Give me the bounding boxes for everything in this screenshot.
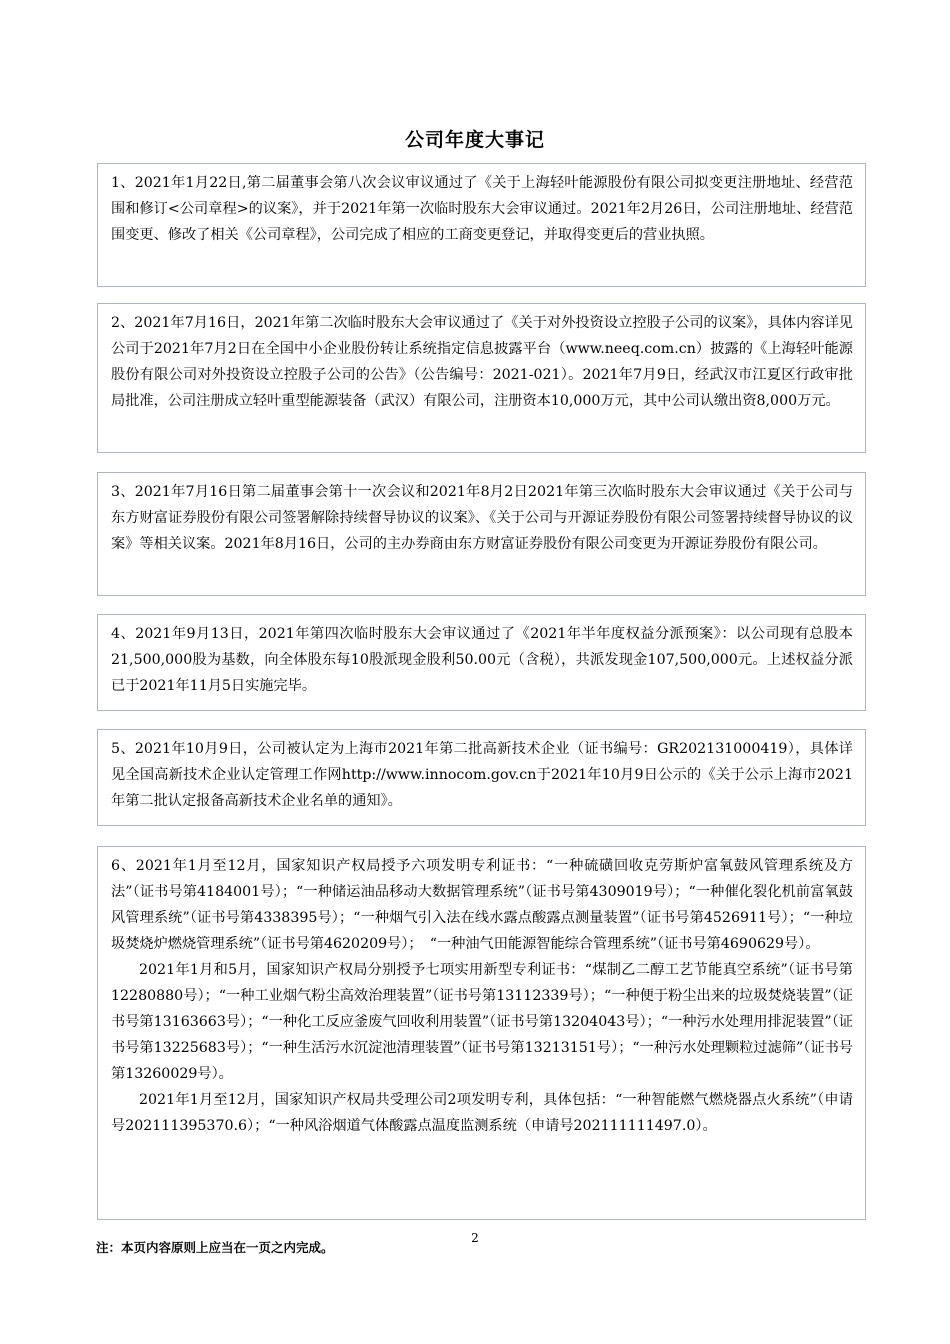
event-box-1 — [97, 163, 866, 287]
event-box-5 — [97, 729, 866, 826]
event-box-4 — [97, 614, 866, 711]
page-number: 2 — [471, 1231, 479, 1245]
event-6-paragraph-utility-patents: 2021年1月和5月，国家知识产权局分别授予七项实用新型专利证书：“煤制乙二醇工艺节能真空系统”（证书号第12280880号）；“一种工业烟气粉尘高效治理装置”（证书号第13112339号）；“一种便于粉尘出来的垃圾焚烧装置”（证书号第13163663号）；“一种化工反应釜废气回收利用装置”（证书号第13204043号）；“一种污水处理用排泥装置”（证书号第13225683号）；“一种生活污水沉淀池清理装置”（证书号第13213151号）；“一种污水处理颗粒过滤筛”（证书号第13260029号）。 — [111, 962, 853, 1082]
event-6-paragraph-invention-patents: 6、2021年1月至12月，国家知识产权局授予六项发明专利证书：“一种硫磺回收克劳斯炉富氧鼓风管理系统及方法”（证书号第4184001号）；“一种储运油品移动大数据管理系统”（证书号第4309019号）；“一种催化裂化机前富氧鼓风管理系统”（证书号第4338395号）；“一种烟气引入法在线水露点酸露点测量装置”（证书号第4526911号）；“一种垃圾焚烧炉燃烧管理系统”（证书号第4620209号）； “一种油气田能源智能综合管理系统”（证书号第4690629号）。 — [111, 858, 853, 952]
event-6-paragraph-patent-applications: 2021年1月至12月，国家知识产权局共受理公司2项发明专利，具体包括：“一种智能燃气燃烧器点火系统”（申请号202111395370.6）；“一种风浴烟道气体酸露点温度监测系统（申请号202111111497.0）。 — [111, 1092, 853, 1134]
event-3-paragraph: 3、2021年7月16日第二届董事会第十一次会议和2021年8月2日2021年第三次临时股东大会审议通过《关于公司与东方财富证券股份有限公司签署解除持续督导协议的议案》、《关于公司与开源证券股份有限公司签署持续督导协议的议案》等相关议案。2021年8月16日，公司的主办券商由东方财富证券股份有限公司变更为开源证券股份有限公司。 — [111, 484, 853, 552]
footnote: 注：本页内容原则上应当在一页之内完成。 — [96, 1240, 334, 1255]
event-2-paragraph: 2、2021年7月16日，2021年第二次临时股东大会审议通过了《关于对外投资设立控股子公司的议案》，具体内容详见公司于2021年7月2日在全国中小企业股份转让系统指定信息披露平台（www.neeq.com.cn）披露的《上海轻叶能源股份有限公司对外投资设立控股子公司的公告》（公告编号：2021-021）。2021年7月9日，经武汉市江夏区行政审批局批准，公司注册成立轻叶重型能源装备（武汉）有限公司，注册资本10,000万元，其中公司认缴出资8,000万元。 — [111, 315, 853, 409]
event-box-3 — [97, 472, 866, 596]
event-box-6 — [97, 846, 866, 1220]
event-box-2 — [97, 303, 866, 453]
page-title: 公司年度大事记 — [404, 129, 545, 151]
event-4-paragraph: 4、2021年9月13日，2021年第四次临时股东大会审议通过了《2021年半年度权益分派预案》：以公司现有总股本21,500,000股为基数，向全体股东每10股派现金股利50.00元（含税），共派发现金107,500,000元。上述权益分派已于2021年11月5日实施完毕。 — [111, 626, 853, 694]
event-1-paragraph: 1、2021年1月22日,第二届董事会第八次会议审议通过了《关于上海轻叶能源股份有限公司拟变更注册地址、经营范围和修订<公司章程>的议案》，并于2021年第一次临时股东大会审议通过。2021年2月26日，公司注册地址、经营范围变更、修改了相关《公司章程》，公司完成了相应的工商变更登记，并取得变更后的营业执照。 — [111, 175, 853, 243]
event-5-paragraph: 5、2021年10月9日，公司被认定为上海市2021年第二批高新技术企业（证书编号：GR202131000419），具体详见全国高新技术企业认定管理工作网http://www.innocom.gov.cn于2021年10月9日公示的《关于公示上海市2021年第二批认定报备高新技术企业名单的通知》。 — [111, 741, 853, 809]
